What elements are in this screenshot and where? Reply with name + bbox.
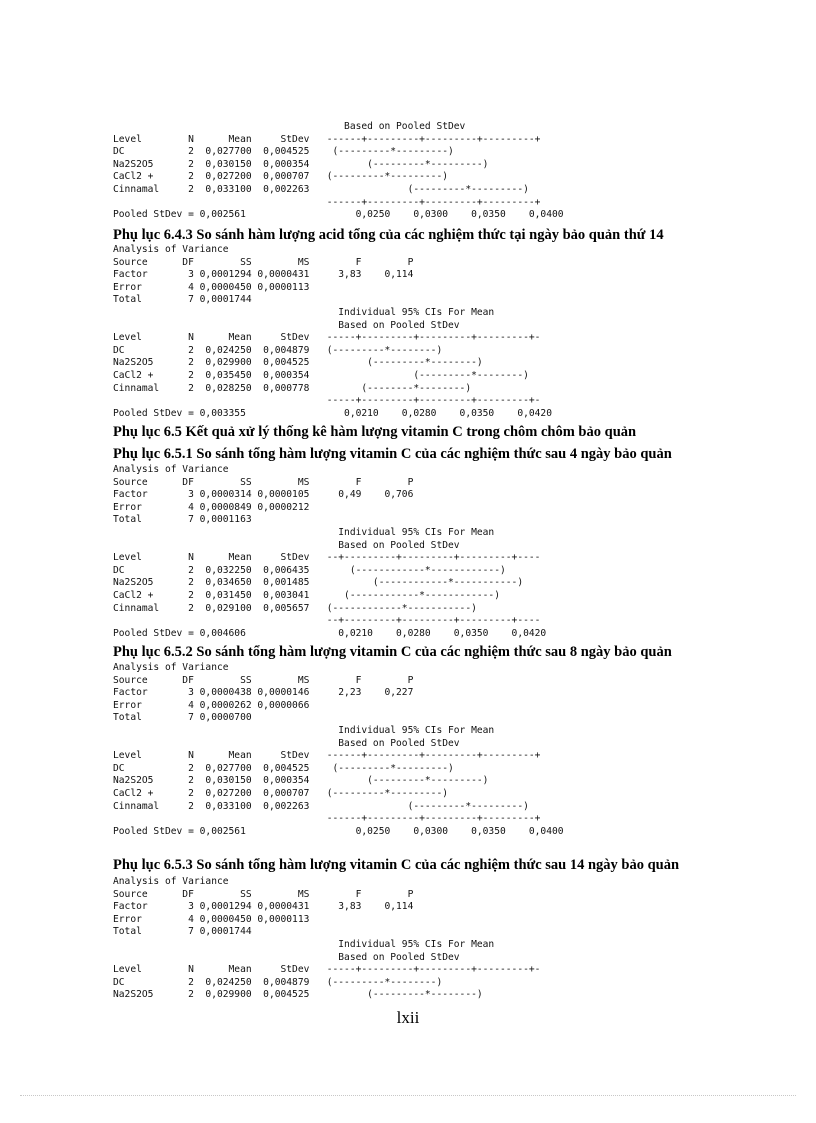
minitab-output-6-4-3: Analysis of Variance Source DF SS MS F P Factor 3 0,0001294 0,0000431 3,83 0,114 Error 4 0,0000450 0,0000113 Total 7 0,0001744 Individual 95% CIs For Mean Based on Pooled StDev Level N Mean StDev -----+---------+---------+---------+- DC 2 0,024250 0,004879 (---------*--------) Na2S2O5 2 0,029900 0,004525 (---------*--------) CaCl2 + 2 0,035450 0,000354 (---------*--------) Cinnamal 2 0,028250 0,000778 (--------*--------) -----+---------+---------+---------+- Pooled StDev = 0,003355 0,0210 0,0280 0,0350 0,0420: [113, 244, 552, 419]
page-number: lxii: [396, 1008, 420, 1027]
minitab-output-6-5-2: Analysis of Variance Source DF SS MS F P Factor 3 0,0000438 0,0000146 2,23 0,227 Error 4 0,0000262 0,0000066 Total 7 0,0000700 Individual 95% CIs For Mean Based on Pooled StDev Level N Mean StDev ------+---------+---------+---------+ DC 2 0,027700 0,004525 (---------*---------) Na2S2O5 2 0,030150 0,000354 (---------*---------) CaCl2 + 2 0,027200 0,000707 (---------*---------) Cinnamal 2 0,033100 0,002263 (---------*---------) ------+---------+---------+---------+ Pooled StDev = 0,002561 0,0250 0,0300 0,0350 0,0400: [113, 662, 564, 837]
minitab-output-6-5-3: Analysis of Variance Source DF SS MS F P Factor 3 0,0001294 0,0000431 3,83 0,114 Error 4 0,0000450 0,0000113 Total 7 0,0001744 Individual 95% CIs For Mean Based on Pooled StDev Level N Mean StDev -----+---------+---------+---------+- DC 2 0,024250 0,004879 (---------*--------) Na2S2O5 2 0,029900 0,004525 (---------*--------): [113, 876, 541, 1001]
heading-6-5-3: Phụ lục 6.5.3 So sánh tổng hàm lượng vitamin C của các nghiệm thức sau 14 ngày bảo quản: [113, 857, 680, 873]
heading-6-4-3: Phụ lục 6.4.3 So sánh hàm lượng acid tổng của các nghiệm thức tại ngày bảo quản thứ 14: [113, 227, 664, 243]
heading-6-5: Phụ lục 6.5 Kết quả xử lý thống kê hàm lượng vitamin C trong chôm chôm bảo quản: [113, 424, 637, 440]
minitab-output-6-5-1: Analysis of Variance Source DF SS MS F P Factor 3 0,0000314 0,0000105 0,49 0,706 Error 4 0,0000849 0,0000212 Total 7 0,0001163 Individual 95% CIs For Mean Based on Pooled StDev Level N Mean StDev --+---------+---------+---------+---- DC 2 0,032250 0,006435 (------------*------------) Na2S2O5 2 0,034650 0,001485 (------------*-----------) CaCl2 + 2 0,031450 0,003041 (------------*------------) Cinnamal 2 0,029100 0,005657 (------------*-----------) --+---------+---------+---------+---- Pooled StDev = 0,004606 0,0210 0,0280 0,0350 0,0420: [113, 464, 547, 639]
footer-divider: [20, 1095, 796, 1096]
minitab-output-6-4-2-tail: Based on Pooled StDev Level N Mean StDev ------+---------+---------+---------+ DC 2 0,027700 0,004525 (---------*---------) Na2S2O5 2 0,030150 0,000354 (---------*---------) CaCl2 + 2 0,027200 0,000707 (---------*---------) Cinnamal 2 0,033100 0,002263 (---------*---------) ------+---------+---------+---------+ Pooled StDev = 0,002561 0,0250 0,0300 0,0350 0,0400: [113, 121, 564, 221]
heading-6-5-1: Phụ lục 6.5.1 So sánh tổng hàm lượng vitamin C của các nghiệm thức sau 4 ngày bảo quản: [113, 446, 672, 462]
heading-6-5-2: Phụ lục 6.5.2 So sánh tổng hàm lượng vitamin C của các nghiệm thức sau 8 ngày bảo quản: [113, 644, 672, 660]
